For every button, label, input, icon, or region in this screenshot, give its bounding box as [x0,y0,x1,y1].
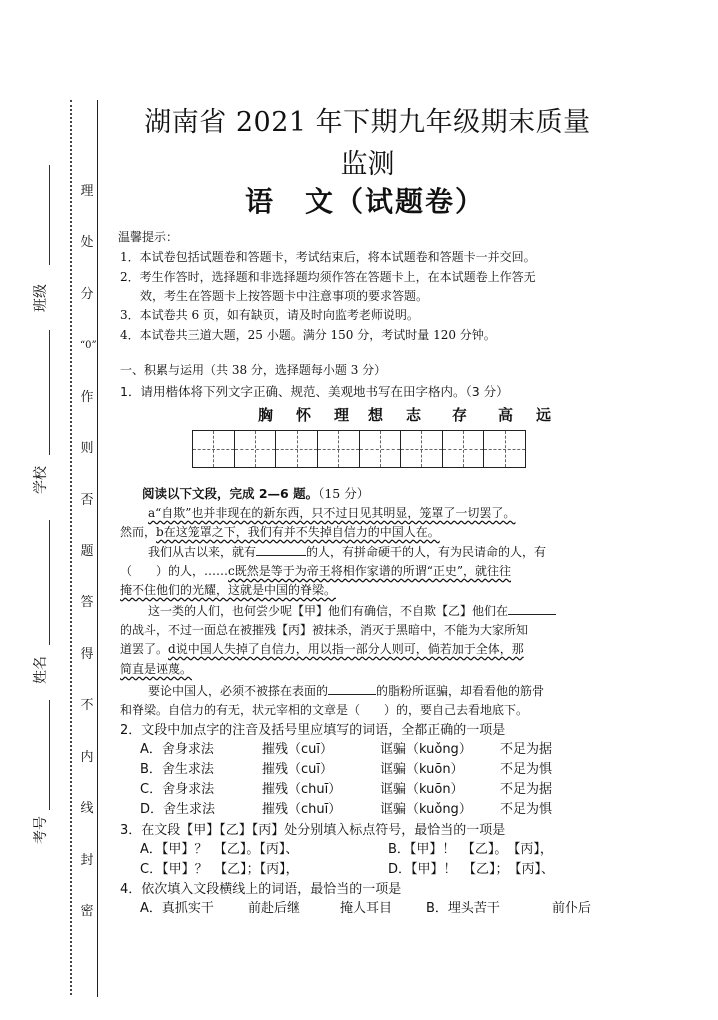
passage-p3-line4: 简直是诬蔑。 [120,662,193,676]
binding-char: 理 [80,184,94,199]
q3-option-a[interactable]: A．【甲】？ 【乙】。【丙】、 [140,842,299,857]
binding-char: 封 [80,852,94,868]
passage-p3-line3: 道罢了。d说中国人失掉了自信力，用以指一部分人则可，倘若加于全体，那 [120,642,524,656]
notice-item-2-cont: 效，考生在答题卡上按答题卡中注意事项的要求答题。 [140,289,429,303]
passage-intro: 阅读以下文段，完成 2—6 题。（15 分） [142,486,370,501]
sentence-a: a“自欺”也并非现在的新东西，只不过日见其明显，笼罩了一切罢了。 [148,506,516,520]
copy-char-1: 胸 [258,406,274,424]
question-2: 2．文段中加点字的注音及括号里应填写的词语，全都正确的一项是 [120,723,506,738]
copy-char-5: 志 [406,406,422,424]
q2-option-b[interactable]: B．舍生求法 [140,762,214,777]
id-label: 考号 [33,816,49,844]
notice-item-2: 2．考生作答时，选择题和非选择题均须作答在答题卡上，在本试题卷上作答无 [120,270,536,284]
q2-option-a[interactable]: A．舍身求法 [140,742,214,757]
q2-b-idiom: 不足为惧 [500,762,553,777]
binding-char: 不 [80,698,94,714]
class-line [49,165,50,265]
binding-char: 密 [80,904,94,919]
binding-char: “0” [80,340,97,352]
passage-p1-line2: 然而，b在这笼罩之下，我们有并不失掉自信力的中国人在。 [120,525,440,539]
copy-char-3: 理 [334,406,350,424]
passage-p1-line1 [148,504,515,523]
question-4: 4．依次填入文段横线上的词语，最恰当的一项是 [120,882,402,897]
passage-p3-line1: 这一类的人们，也何尝少呢【甲】他们有确信，不自欺【乙】他们在 [148,602,556,621]
q2-c-pinyin-2: 诓骗（kuōn） [380,782,464,797]
q3-option-b[interactable]: B．【甲】！ 【乙】。 【丙】， [388,842,553,857]
section-heading: 一、积累与运用（共 38 分，选择题每小题 3 分） [120,363,387,377]
q2-d-idiom: 不足为惧 [500,802,553,817]
name-line [49,520,50,645]
binding-char: 得 [80,646,94,662]
q2-a-idiom: 不足为据 [500,742,553,757]
q3-option-d[interactable]: D．【甲】！ 【乙】； 【丙】、 [388,862,555,877]
name-label: 姓名 [33,656,49,684]
q4-b-word-2: 前仆后 [552,901,592,916]
binding-char: 线 [80,801,94,817]
q4-option-a[interactable]: A．真抓实干 [140,901,214,916]
binding-char: 题 [80,544,94,559]
tianzige-grid[interactable] [192,430,526,468]
exam-title: 湖南省 2021 年下期九年级期末质量 [144,107,591,138]
passage-p4-line1: 要论中国人，必须不被搽在表面的 的脂粉所诓骗，却看看他的筋骨 [148,684,545,698]
sentence-c: c既然是等于为帝王将相作家谱的所谓“正史”，就往往 [228,564,512,578]
school-line [49,330,50,455]
id-line [49,700,50,810]
q2-b-pinyin-2: 诓骗（kuōn） [380,762,464,777]
q4-a-word-3: 掩人耳目 [340,901,393,916]
notice-item-4: 4．本试卷共三道大题，25 小题。满分 150 分，考试时量 120 分钟。 [120,328,496,342]
fill-blank-3[interactable] [328,682,376,695]
notice-heading: 温馨提示： [118,230,179,244]
exam-title-continued: 监测 [340,149,395,180]
copy-char-8: 远 [536,406,552,424]
binding-dotted-line [70,100,72,995]
class-label: 班级 [33,284,49,312]
sentence-d: d说中国人失掉了自信力，用以指一部分人则可，倘若加于全体，那 [168,642,524,656]
passage-p3-line2: 的战斗，不过一面总在被摧残【丙】被抹杀，消灭于黑暗中，不能为大家所知 [120,623,529,637]
copy-char-4: 想 [368,406,384,424]
binding-char: 内 [80,749,94,765]
q4-a-word-2: 前赴后继 [248,901,301,916]
q2-c-idiom: 不足为据 [500,782,553,797]
binding-char: 作 [80,389,94,405]
notice-item-1: 1．本试卷包括试题卷和答题卡，考试结束后，将本试题卷和答题卡一并交回。 [120,250,536,264]
fill-blank-2[interactable] [508,602,556,615]
question-1: 1．请用楷体将下列文字正确、规范、美观地书写在田字格内。（3 分） [120,384,509,399]
copy-char-6: 存 [452,406,468,424]
q2-d-pinyin-2: 诓骗（kuǒng） [380,802,472,817]
binding-char: 处 [80,235,94,251]
q2-option-c[interactable]: C．舍身求法 [140,782,215,797]
fill-blank-1[interactable] [256,543,306,556]
q3-option-c[interactable]: C．【甲】？ 【乙】；【丙】， [140,862,299,877]
binding-char: 否 [80,492,94,508]
notice-item-3: 3．本试卷共 6 页，如有缺页，请及时向监考老师说明。 [120,308,419,322]
q2-d-pinyin-1: 摧残（chuī） [262,802,342,817]
subject-title: 语 文（试题卷） [244,185,485,218]
passage-p2-line2: （ ）的人，……c既然是等于为帝王将相作家谱的所谓“正史”，就往往 [120,564,512,578]
margin-rule [97,100,98,997]
q2-b-pinyin-1: 摧残（cuī） [262,762,333,777]
q2-c-pinyin-1: 摧残（chuī） [262,782,342,797]
school-label: 学校 [33,466,49,494]
q4-option-b[interactable]: B．埋头苦干 [426,901,500,916]
passage-p4-line2: 和脊梁。自信力的有无，状元宰相的文章是（ ）的，要自己去看地底下。 [120,703,529,717]
q2-a-pinyin-2: 诓骗（kuǒng） [380,742,472,757]
sentence-b: b在这笼罩之下，我们有并不失掉自信力的中国人在。 [156,525,440,539]
binding-char: 答 [80,595,94,611]
question-3: 3．在文段【甲】【乙】【丙】处分别填入标点符号，最恰当的一项是 [120,823,506,838]
passage-p2-line3: 掩不住他们的光耀，这就是中国的脊梁。 [120,583,337,597]
copy-char-2: 怀 [296,406,312,424]
copy-char-7: 高 [498,406,514,424]
binding-char: 分 [80,286,94,302]
passage-p2-line1: 我们从古以来，就有 的人，有拼命硬干的人，有为民请命的人，有 [148,545,547,559]
q2-a-pinyin-1: 摧残（cuī） [262,742,333,757]
q2-option-d[interactable]: D．舍生求法 [140,802,216,817]
binding-char: 则 [80,441,94,457]
